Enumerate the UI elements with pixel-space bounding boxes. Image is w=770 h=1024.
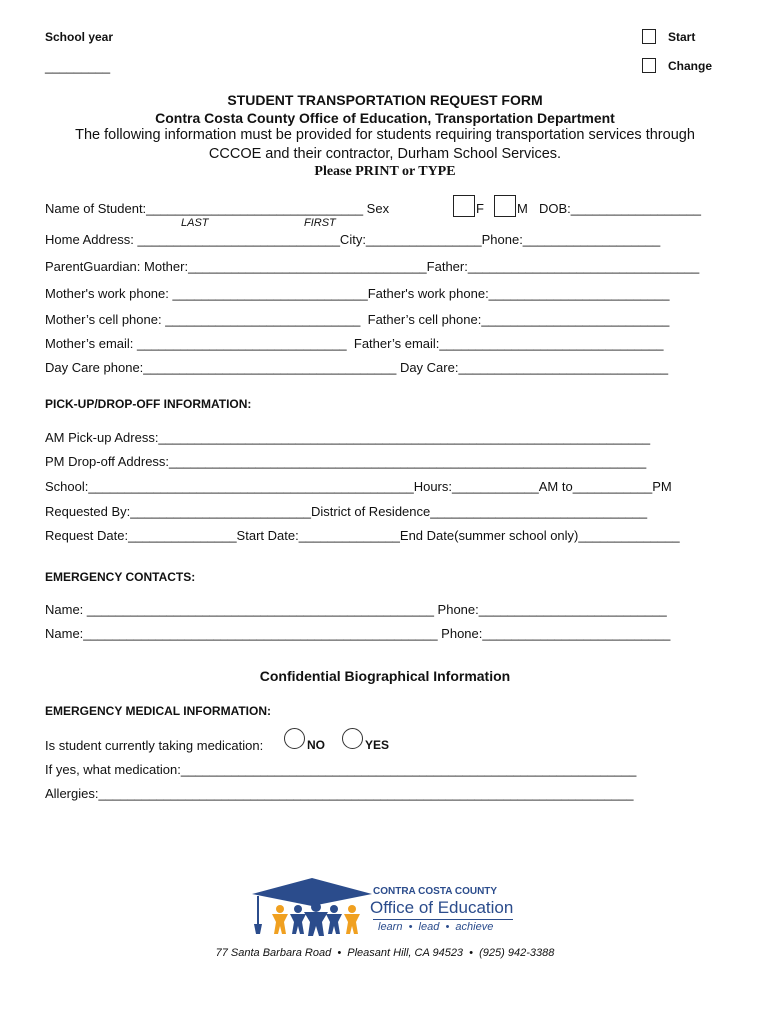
emergency-contact-2[interactable]: Name:_________________________________________________ Phone:__________________________ bbox=[45, 626, 671, 641]
logo-tagline: learn • lead • achieve bbox=[378, 921, 494, 933]
start-label: Start bbox=[668, 30, 696, 44]
emergency-contacts-heading: EMERGENCY CONTACTS: bbox=[45, 570, 196, 584]
medication-yes-label: YES bbox=[365, 738, 390, 752]
form-title: STUDENT TRANSPORTATION REQUEST FORM bbox=[227, 92, 543, 108]
medication-yes-radio[interactable] bbox=[342, 728, 363, 749]
emergency-contact-1[interactable]: Name: ________________________________________________ Phone:__________________________ bbox=[45, 602, 667, 617]
form-instructions-2: CCCOE and their contractor, Durham School Services. bbox=[208, 146, 562, 162]
change-checkbox[interactable] bbox=[642, 58, 656, 73]
email-row[interactable]: Mother’s email: _____________________________ Father’s email:_______________________________ bbox=[45, 336, 664, 351]
ccoe-logo bbox=[250, 876, 530, 938]
print-or-type-note: Please PRINT or TYPE bbox=[314, 164, 456, 179]
home-address-row[interactable]: Home Address: ____________________________City:________________Phone:___________________ bbox=[45, 232, 661, 247]
first-name-caption: FIRST bbox=[304, 217, 336, 229]
sex-f-label: F bbox=[476, 201, 484, 216]
school-year-label: School year bbox=[45, 30, 114, 44]
dates-row[interactable]: Request Date:_______________Start Date:______________End Date(summer school only)______________ bbox=[45, 528, 680, 543]
work-phone-row[interactable]: Mother's work phone: ___________________________Father's work phone:_________________________ bbox=[45, 286, 670, 301]
sex-m-checkbox[interactable] bbox=[494, 195, 516, 217]
change-label: Change bbox=[668, 59, 713, 73]
pm-dropoff-row[interactable]: PM Drop-off Address:__________________________________________________________________ bbox=[45, 454, 647, 469]
medication-question: Is student currently taking medication: bbox=[45, 738, 264, 753]
sex-m-label: M bbox=[517, 201, 528, 216]
cell-phone-row[interactable]: Mother’s cell phone: ___________________________ Father’s cell phone:__________________________ bbox=[45, 312, 670, 327]
requested-by-row[interactable]: Requested By:_________________________District of Residence______________________________ bbox=[45, 504, 648, 519]
logo-office-text: Office of Education bbox=[370, 898, 514, 917]
daycare-row[interactable]: Day Care phone:___________________________________ Day Care:_____________________________ bbox=[45, 360, 669, 375]
start-checkbox[interactable] bbox=[642, 29, 656, 44]
footer-address: 77 Santa Barbara Road • Pleasant Hill, CA 94523 • (925) 942-3388 bbox=[215, 947, 555, 959]
student-name-field[interactable]: Name of Student:______________________________ Sex bbox=[45, 201, 390, 216]
parent-guardian-row[interactable]: ParentGuardian: Mother:_________________________________Father:________________________________ bbox=[45, 259, 700, 274]
what-medication-row[interactable]: If yes, what medication:_______________________________________________________________ bbox=[45, 762, 637, 777]
sex-f-checkbox[interactable] bbox=[453, 195, 475, 217]
last-name-caption: LAST bbox=[181, 217, 209, 229]
medical-heading: EMERGENCY MEDICAL INFORMATION: bbox=[45, 704, 272, 718]
form-instructions-1: The following information must be provided for students requiring transportation services through bbox=[75, 127, 695, 143]
medication-no-label: NO bbox=[307, 738, 325, 752]
am-pickup-row[interactable]: AM Pick-up Adress:____________________________________________________________________ bbox=[45, 430, 651, 445]
graduation-cap-icon bbox=[250, 876, 380, 938]
confidential-heading: Confidential Biographical Information bbox=[259, 668, 511, 684]
school-hours-row[interactable]: School:_____________________________________________Hours:____________AM to___________PM bbox=[45, 479, 672, 494]
medication-no-radio[interactable] bbox=[284, 728, 305, 749]
pickup-heading: PICK-UP/DROP-OFF INFORMATION: bbox=[45, 397, 252, 411]
logo-county-text: CONTRA COSTA COUNTY bbox=[373, 886, 498, 897]
dob-field[interactable]: DOB:__________________ bbox=[539, 201, 701, 216]
school-year-field[interactable]: _________ bbox=[45, 59, 111, 74]
allergies-row[interactable]: Allergies:__________________________________________________________________________ bbox=[45, 786, 634, 801]
form-subtitle: Contra Costa County Office of Education, Transportation Department bbox=[155, 110, 615, 126]
logo-divider bbox=[373, 919, 513, 920]
